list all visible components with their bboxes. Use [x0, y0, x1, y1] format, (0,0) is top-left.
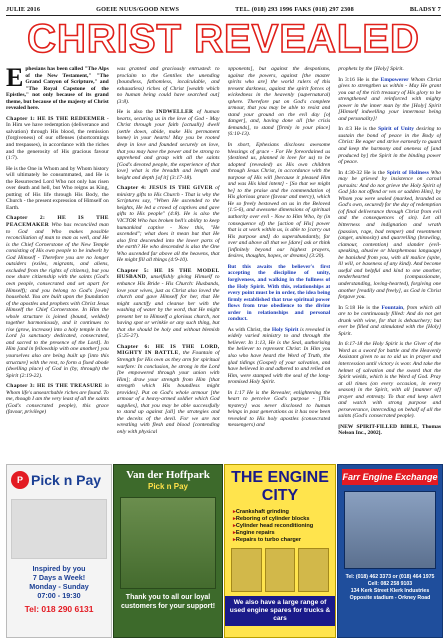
col4-para-5-b: , from which all are to be continuously filled: And do not get drunk with wine, for that is debauchery; but ever be filled and stimulated with the [Holy] Spirit.	[338, 304, 441, 337]
pnp-hours: Inspired by you 7 Days a Week! Monday - Sunday 07:00 - 19:30	[29, 564, 89, 600]
vdh-subtitle: Pick n Pay	[147, 482, 189, 491]
col3-para-1: opponents], but against the despotisms, against the powers, against [the master spirits who are] the world rulers of this present darkness, against the spirit forces of wickedness in the heavenly (supernatural) sphere. Therefore put on God's complete armour, that you may be able to resist and stand your ground on the evil day [of danger], and, having done all [the crisis demands], to stand [firmly in your place] (6:10-13).	[227, 66, 331, 138]
farr-engine-ad[interactable]	[337, 464, 443, 638]
col4-para-6: In 6:17-18 the Holy Spirit is the Giver of the Word as a sword for battle and the Heavenly Assistant given to us to aid us in prayer and intercession until victory is won: And take the helmet of salvation and the sword that the Spirit wields, which is the Word of God. Pray at all times (on every occasion, in every season) in the Spirit, with all [manner of] prayer and entreaty. To that end keep alert and watch with strong purpose and perseverance, interceding on behalf of all the saints (God's consecrated people).	[338, 341, 441, 420]
engine-city-title: THE ENGINE CITY	[231, 469, 329, 504]
col3-highlight: But this awaits the believer's first accepting the discipline of unity, forgiveness, and walking in the fullness of the Holy Spirit. With this, relationships at every point must be in order, the idea being firmly established that true spiritual power flows from true obedience to the divine order in relationships and personal conduct.	[227, 263, 331, 323]
chapter-2-text: Who has reconciled man to God and Who makes possible reconciliation of man to man as well, and He is the Chief Cornerstone of the New Temple consisting of His own people to be indwelt by God Himself - Therefore you are no longer outsiders (exiles, migrants, and aliens, excluded from the rights of citizens), but you now share citizenship with the saints (God's own people, consecrated and set apart for Himself); and you belong to God's [own] household. You are built upon the foundation of the apostles and prophets with Christ Jesus Himself the Chief Cornerstone. In Him the whole structure is joined (bound, welded) together harmoniously, and it continues to rise (grow, increase) into a holy temple in the Lord [a sanctuary dedicated, consecrated, and sacred to the presence of the Lord]. In Him [and in fellowship with one another] you yourselves also are being built up [into this structure] with the rest, to form a fixed abode (dwelling place) of God in (by, through) the Spirit (2:19-22).	[6, 222, 109, 379]
source-credit: [NEW SPIRIT-FILLED BIBLE, Thomas Nelson Inc., 2002].	[338, 423, 441, 437]
engine-part-photo	[231, 548, 262, 592]
fountain-term: Fountain	[381, 304, 404, 311]
col4-para-1: prophets by the [Holy] Spirit.	[338, 66, 404, 72]
chapter-4-heading: Chapter 4: JESUS IS THE GIVER	[116, 185, 213, 192]
page-header	[6, 4, 441, 14]
column-1	[6, 66, 109, 460]
pick-n-pay-logo	[11, 469, 107, 491]
chapter-6-heading: Chapter 6: HE IS THE LORD, MIGHTY IN BATTLE	[116, 343, 220, 357]
indweller-term: INDWELLER	[156, 109, 194, 116]
header-rule	[6, 15, 441, 16]
service-item: ▸ Crankshaft grinding	[233, 509, 329, 516]
chapter-1-heading: Chapter 1: HE IS THE REDEEMER	[6, 115, 106, 122]
article-columns	[6, 66, 441, 460]
chapter-1-text: - In Him we have redemption (deliverance and salvation) through His blood, the remission (forgiveness) of our offenses (shortcomings and trespasses), in accordance with the riches and the generosity of His gracious favour (1:7).	[6, 115, 109, 162]
store-photo	[11, 499, 107, 559]
col2-para-1: was granted and graciously entrusted: to proclaim to the Gentiles the unending (boundless, fathomless, incalculable, and exhaustless) riches of Christ [wealth which no human being could have searched out] (3:8).	[116, 66, 220, 105]
chapter-2-heading: Chapter 2: HE IS THE PEACEMAKER	[6, 215, 109, 229]
engine-part-photo	[265, 548, 296, 592]
service-item: ▸ Engine repairs	[233, 530, 329, 537]
pnp-badge-icon: P	[11, 471, 29, 489]
header-date: JULIE 2016	[6, 5, 41, 13]
pick-n-pay-ad[interactable]	[6, 464, 112, 638]
column-3	[228, 66, 331, 460]
col4-para-2-b: Whom Christ gives to strengthen us within - May He grant you out of the rich treasury of His glory to be strengthened and reinforced with mighty power in the inner man by the [Holy] Spirit [Himself indwelling your innermost being and personality]!	[338, 76, 441, 122]
col3-para-5: In 1:17 He is the Revealer, enlightening the heart to perceive God's purpose - [This mystery] was never disclosed to human beings in past generations as it has now been revealed to His holy apostles (consecrated messengers) and	[227, 389, 331, 429]
vdh-title: Van der Hoffpark	[126, 469, 210, 481]
van-der-hoffpark-ad[interactable]	[113, 464, 223, 638]
column-2	[117, 66, 220, 460]
col3-para-2: In short, Ephesians discloses awesome blessings of grace - For He foreordained us (destined us, planned in love for us) to be adopted (revealed) as His own children through Jesus Christ, in accordance with the purpose of His will [because it pleased Him and was His kind intent] - [So that we might be] to the praise and the commendation of His glorious grace (favour and mercy), which He so freely bestowed on us in the Beloved (1:5-6), and awesome dimensions of spiritual authority over evil - Now to Him Who, by (in consequence of) the [action of His] power that is at work within us, is able to [carry out His purpose and] do superabundantly, far over and above all that we [dare] ask or think [infinitely beyond our highest prayers, desires, thoughts, hopes, or dreams] (3:20).	[227, 142, 331, 260]
col4-para-2-a: In 3:16 He is the	[338, 76, 381, 83]
chapter-3-text: in Whom life's unsearchable riches are found. To me, though I am the very least of all the saints (God's consecrated people), this grace (favour, privilege)	[6, 383, 109, 416]
spirit-of-unity-term: Spirit of Unity	[378, 126, 415, 133]
service-item: ▸ Reboring of cylinder blocks	[233, 516, 329, 523]
col3-para-4-b: is revealed in widely varied ministry to and through the believer. In 1:13, He is the Seal, authorising the believer to represent Christ: In Him you also who have heard the Word of Truth, the glad tidings (Gospel) of your salvation, and have believed in and adhered to and relied on Him, were stamped with the seal of the long-promised Holy Spirit.	[227, 326, 331, 386]
col3-para-4-a: As with Christ, the	[227, 326, 272, 333]
service-item: ▸ Repairs to turbo charger	[233, 537, 329, 544]
chapter-3-heading: Chapter 3: HE IS THE TREASURE	[6, 383, 103, 390]
vdh-staff-photo	[120, 497, 216, 589]
spirit-of-holiness-term: Spirit of Holiness	[386, 169, 429, 176]
farr-engine-title: Farr Engine Exchange	[342, 469, 438, 485]
empowerer-term: Empowerer	[380, 76, 409, 83]
engine-part-photos	[231, 548, 329, 592]
column-4	[338, 66, 441, 460]
engine-city-tagline: We also have a large range of used engine spares for trucks & cars	[225, 596, 335, 626]
drop-cap: E	[6, 66, 24, 92]
col4-para-4-a: In 4:30-32 He is the	[338, 169, 387, 176]
col2-para-2-b: of human hearts, securing us in the love of God - May Christ through your faith [actually] dwell (settle down, abide, make His permanent home) in your hearts! May you be rooted deep in love and founded securely on love, that you may have the power and be strong to apprehend and grasp with all the saints [God's devoted people, the experience of that love] what is the breadth and length and height and depth [of it] (3:17-18).	[116, 109, 220, 181]
farr-engine-contact: Tel: (018) 462 3373 or (018) 464 1975 Cell: 082 258 9103 134 Kerk Street Klerk Industries Opposite stadium - Orkney Road	[345, 574, 435, 601]
chapter-5-heading: Chapter 5: HE IS THE MODEL HUSBAND	[116, 267, 220, 281]
col4-para-3-b: desiring to sustain the bond of peace in the Body of Christ: Be eager and strive earnestly to guard and keep the harmony and oneness of [and produced by] the Spirit in the binding power of peace.	[338, 126, 441, 166]
header-phone: TEL. (018) 293 1996 FAKS (018) 297 2308	[235, 5, 354, 13]
col2-para-2-a: He is also the	[116, 109, 157, 116]
chapter-4-text: of ministry gifts to His Church - That is why the Scriptures say, "When He ascended to the heights, He led a crowd of captives and gave gifts to His people" (4:8). He is also the VICTOR Who has broken hell's ability to keep humankind captive - Now this, "He ascended"; what does it mean but that He also first descended into the lower parts of the earth? He who descended is also the One Who ascended far above all the heavens, that He might fill all things (4:9-10).	[116, 185, 220, 264]
vdh-thanks: Thank you to all our loyal customers for your support!	[120, 594, 216, 610]
engine-city-services	[233, 509, 329, 544]
farr-engine-photo	[344, 491, 436, 569]
holy-spirit-term: Holy Spirit	[271, 326, 299, 333]
headline: CHRIST REVEALED	[27, 17, 420, 61]
header-newspaper: GOEIE NUUS/GOOD NEWS	[96, 5, 180, 13]
chapter-5-text: , unselfishly giving Himself to enhance His Bride - His Church: Husbands, love your wives, just as Christ also loved the church and gave Himself for her, that He might sanctify and cleanse her with the washing of water by the word, that He might present her to Himself a glorious church, not having spot or wrinkle or any such thing, but that she should be holy and without blemish (5:25-27).	[116, 274, 220, 340]
pnp-telephone: Tel: 018 290 6131	[24, 604, 94, 614]
advertisements	[6, 464, 441, 636]
engine-city-ad[interactable]	[224, 464, 336, 638]
header-page: BLADSY 7	[409, 5, 441, 13]
col4-para-4-b: Who may be grieved by insistence on carnal pursuits: And do not grieve the Holy Spirit of God [do not offend or vex or sadden Him], by Whom you were sealed (marked, branded as God's own, secured) for the day of redemption (of final deliverance through Christ from evil and the consequences of sin). Let all bitterness and indignation and wrath (passion, rage, bad temper) and resentment (anger, animosity) and quarrelling (brawling, clamour, contention) and slander (evil-speaking, abusive or blasphemous language) be banished from you, with all malice (spite, ill will, or baseness of any kind). And become useful and helpful and kind to one another, tenderhearted (compassionate, understanding, loving-hearted), forgiving one another [readily and freely], as God in Christ forgave you.	[338, 169, 441, 301]
service-item: ▸ Cylinder head reconditioning	[233, 523, 329, 530]
pnp-brand: Pick n Pay	[31, 472, 102, 488]
chapter-6-text: , the Fountain of Strength for His own as they arm for spiritual warfare: In conclusion, be strong in the Lord [be empowered through your union with Him]; draw your strength from Him [that strength which His boundless might provides]. Put on God's whole armour [the armour of a heavy-armed soldier which God supplies], that you may be able successfully to stand up against [all] the strategies and the deceits of the devil. For we are not wrestling with flesh and blood [contending only with physical	[116, 350, 220, 435]
chapter-1-text-2: He is the One in Whom and by Whom history will ultimately be consummated, and He is the Resurrected Lord Who not only has risen over death and hell, but Who reigns as King, putting of His life through His Body, the Church - the present expression of Himself on Earth.	[6, 165, 109, 211]
engine-part-photo	[298, 548, 329, 592]
col4-para-3-a: In 4:3 He is the	[338, 126, 379, 133]
intro-text: phesians has been called "The Alps of the New Testament," "The Grand Canyon of Scripture," and "The Royal Capstone of the Epistles," not only because of its grand theme, but because of the majesty of Christ revealed here.	[6, 66, 109, 112]
col4-para-5-a: In 5:18 He is the	[338, 304, 382, 311]
